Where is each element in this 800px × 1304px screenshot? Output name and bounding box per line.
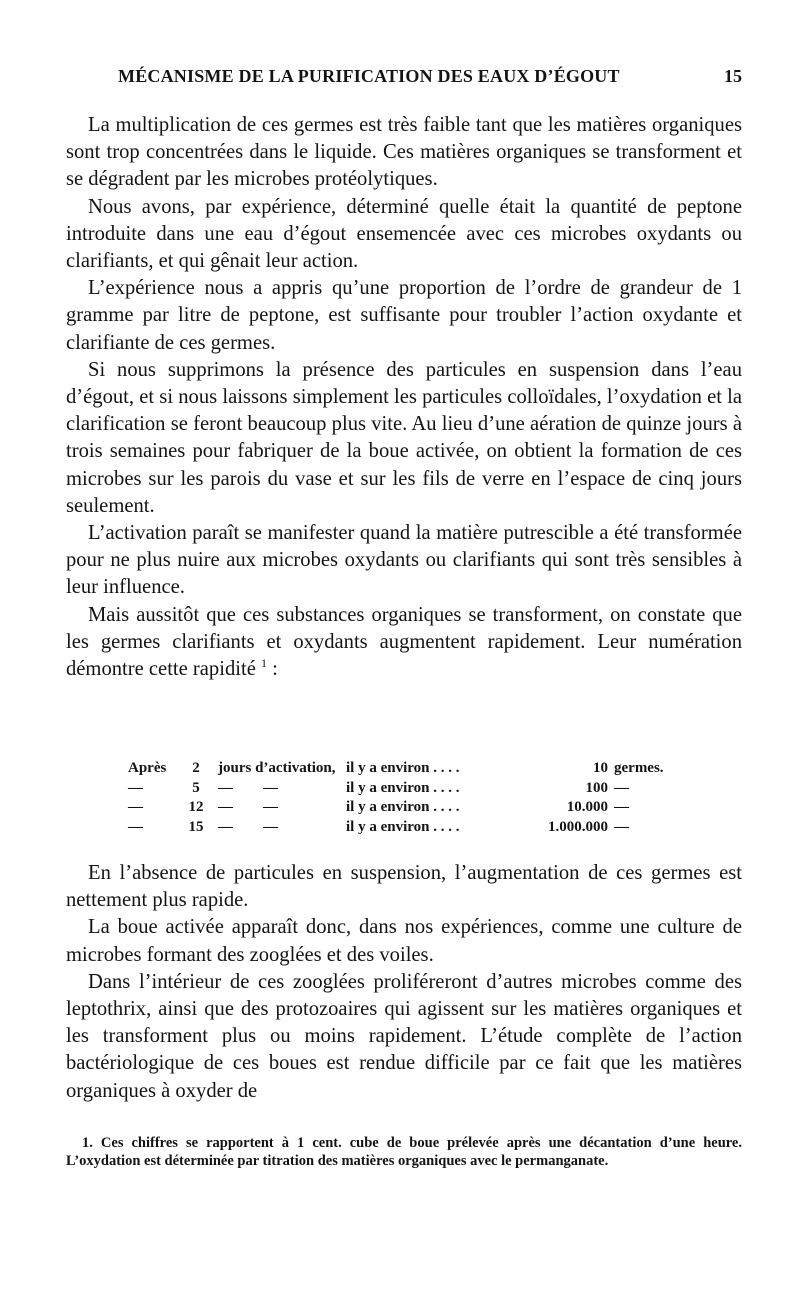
- table-cell: —: [128, 799, 143, 815]
- table-cell: —: [614, 818, 629, 835]
- germ-count-table: [128, 759, 688, 837]
- table-cell: germes.: [614, 760, 664, 776]
- paragraph-tail: :: [267, 658, 278, 681]
- paragraph: Dans l’intérieur de ces zooglées proliféreront d’autres microbes comme des leptothrix, ainsi que des protozoaires qui agissent sur les matières organiques et les transforment plus ou moins rapidement. L’étude complète de l’action bactériologique de ces boues est rendue difficile par ce fait que les matières organiques à oxyder de: [66, 970, 742, 1102]
- paragraph: L’expérience nous a appris qu’une proportion de l’ordre de grandeur de 1 gramme par litre de peptone, est suffisante pour troubler l’action oxydante et clarifiante de ces germes.: [66, 277, 742, 354]
- table-cell: 5: [192, 779, 200, 796]
- table-cell: —: [614, 799, 629, 815]
- paragraph-text: Mais aussitôt que ces substances organiques se transforment, on constate que les germes clarifiants et oxydants augmentent rapidement. Leur numération démontre cette rapidité: [66, 603, 742, 681]
- table-cell: 1.000.000: [548, 818, 608, 835]
- body-text-lower: [66, 860, 742, 1105]
- table-cell: —: [614, 779, 629, 796]
- running-title: MÉCANISME DE LA PURIFICATION DES EAUX D’ÉGOUT: [118, 66, 620, 86]
- table-cell: il y a environ . . . .: [346, 818, 460, 835]
- paragraph: Si nous supprimons la présence des particules en suspension dans l’eau d’égout, et si nous laissons simplement les particules colloïdales, l’oxydation et la clarification se feront beaucoup plus vite. Au lieu d’une aération de quinze jours à trois semaines pour fabriquer de la boue activée, on obtient la formation de ces microbes sur les parois du vase et sur les fils de verre en l’espace de cinq jours seulement.: [66, 358, 742, 517]
- paragraph: En l’absence de particules en suspension, l’augmentation de ces germes est nettement plus rapide.: [66, 862, 742, 912]
- body-text-upper: [66, 112, 742, 683]
- table-cell: jours d’activation,: [218, 760, 336, 776]
- table-cell: — —: [218, 818, 278, 835]
- page-header: [66, 66, 742, 96]
- table-row: [128, 759, 688, 779]
- table-cell: Après: [128, 760, 167, 776]
- table-cell: — —: [218, 799, 278, 815]
- page-number: 15: [724, 66, 742, 86]
- table-cell: 100: [585, 779, 608, 796]
- table-cell: 10: [593, 760, 608, 776]
- table-row: [128, 779, 688, 799]
- table-cell: il y a environ . . . .: [346, 760, 460, 776]
- table-cell: 12: [188, 799, 204, 815]
- table-cell: il y a environ . . . .: [346, 799, 460, 815]
- table-cell: 2: [192, 760, 200, 776]
- paragraph: L’activation paraît se manifester quand la matière putrescible a été transformée pour ne plus nuire aux microbes oxydants ou clarifiants qui sont très sensibles à leur influence.: [66, 522, 742, 599]
- paragraph: Nous avons, par expérience, déterminé quelle était la quantité de peptone introduite dans une eau d’égout ensemencée avec ces microbes oxydants ou clarifiants, et qui gênait leur action.: [66, 195, 742, 273]
- footnote: [66, 1134, 742, 1170]
- table-cell: —: [128, 779, 143, 796]
- footnote-text: 1. Ces chiffres se rapportent à 1 cent. cube de boue prélevée après une décantation d’une heure. L’oxydation est déterminée par titration des matières organiques avec le permanganate.: [66, 1135, 742, 1169]
- table-cell: — —: [218, 779, 278, 796]
- paragraph-with-footnote-ref: [66, 602, 742, 684]
- paragraph: La multiplication de ces germes est très faible tant que les matières organiques sont trop concentrées dans le liquide. Ces matières organiques se transforment et se dégradent par les microbes protéolytiques.: [66, 114, 742, 191]
- table-cell: 15: [188, 818, 204, 835]
- table-cell: 10.000: [566, 799, 608, 815]
- table-cell: il y a environ . . . .: [346, 779, 460, 796]
- paragraph: La boue activée apparaît donc, dans nos expériences, comme une culture de microbes formant des zooglées et des voiles.: [66, 916, 742, 966]
- table-cell: —: [128, 818, 143, 835]
- table-row: [128, 798, 688, 818]
- table-row: [128, 818, 688, 838]
- footnote-reference[interactable]: 1: [261, 656, 267, 671]
